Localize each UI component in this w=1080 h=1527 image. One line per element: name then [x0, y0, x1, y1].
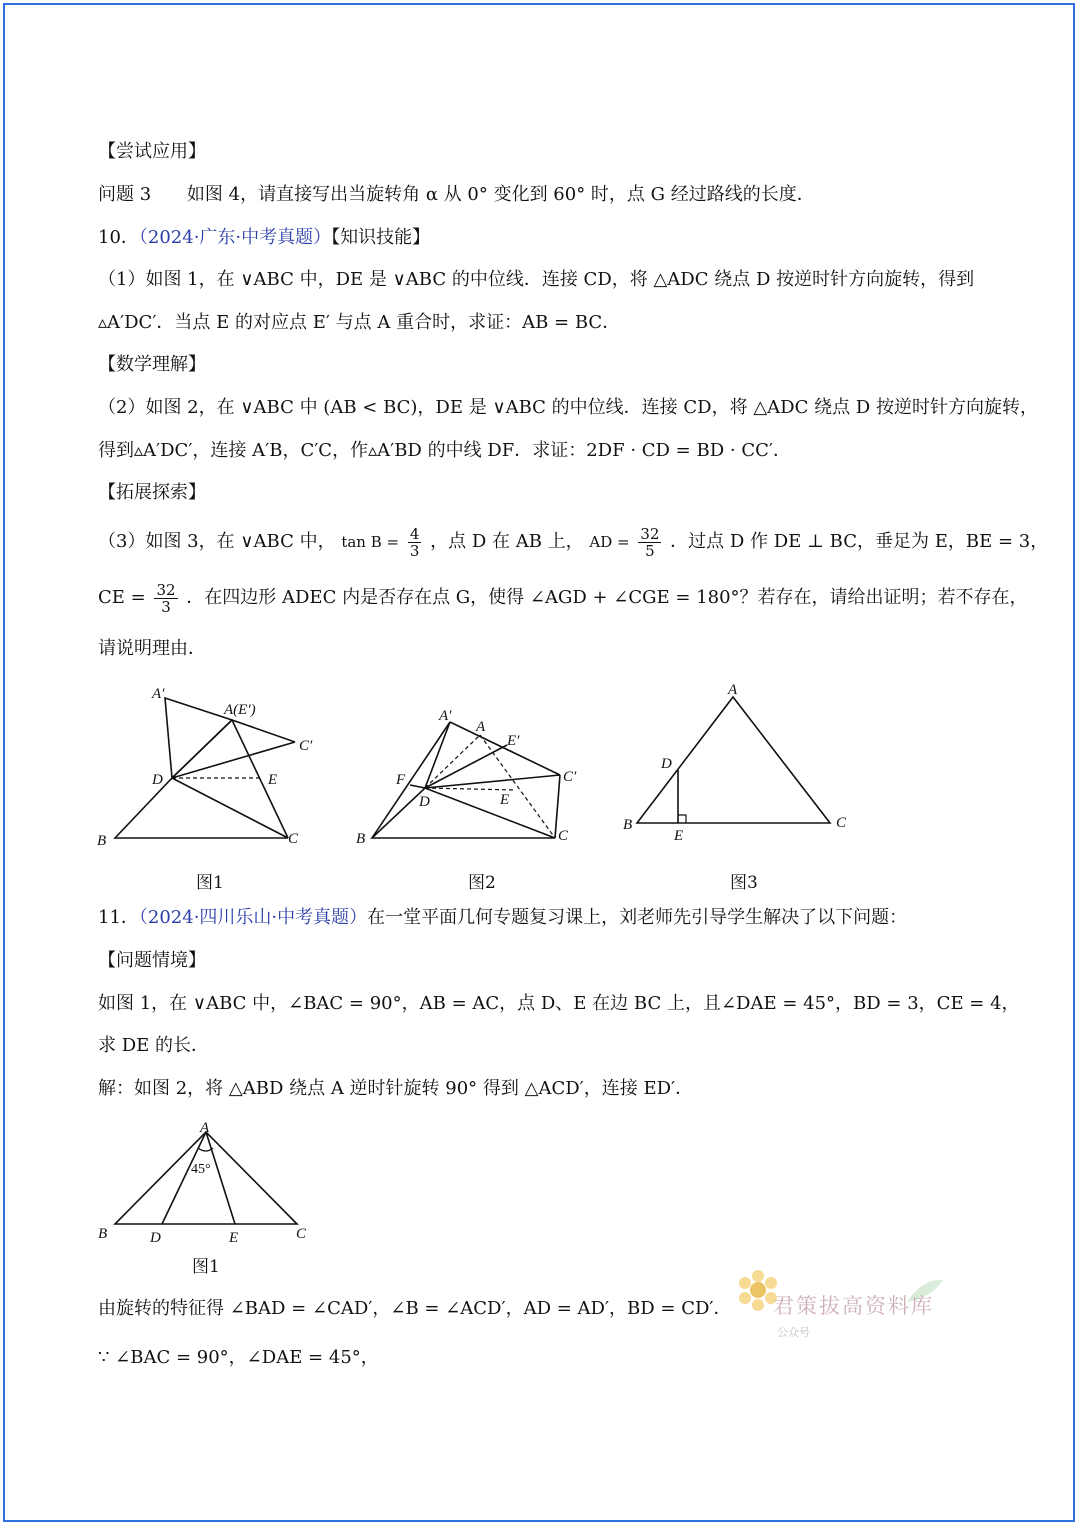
p11-text: 在一堂平面几何专题复习课上，刘老师先引导学生解决了以下问题：: [367, 907, 908, 928]
figure-11-1: [95, 1112, 325, 1252]
f3-label-d: D: [661, 756, 672, 772]
ce-fraction: [154, 582, 177, 615]
f1-label-c: C: [288, 831, 299, 847]
p11-source: （2024·四川乐山·中考真题）: [138, 907, 368, 928]
f2-label-a-prime: A′: [439, 708, 452, 724]
watermark-title: 君策拔高资料库: [773, 1294, 934, 1318]
f2-label-c: C: [558, 828, 569, 844]
p11-line-e: ∵ ∠BAC = 90°，∠DAE = 45°，: [98, 1347, 379, 1368]
figure-3: [615, 675, 855, 850]
figure-2-caption: 图2: [468, 873, 496, 893]
p10-3-text-d: ．在四边形 ADEC 内是否存在点 G，使得 ∠AGD + ∠CGE = 180°？若存在，请给出证明；若不存在，: [186, 587, 1028, 608]
p10-source: （2024·广东·中考真题）: [138, 227, 332, 248]
figure-11-caption: 图1: [192, 1257, 220, 1277]
p10-3-text-c: ．过点 D 作 DE ⊥ BC，垂足为 E，BE = 3，: [670, 531, 1049, 552]
tan-numerator: 4: [409, 524, 420, 543]
tan-b-fraction: [408, 526, 422, 559]
p10-3-text-a: （3）如图 3，在 ∨ABC 中，: [98, 531, 336, 552]
f2-label-f: F: [396, 772, 406, 788]
f2-label-c-prime: C′: [563, 769, 577, 785]
p11-line-c: 解：如图 2，将 △ABD 绕点 A 逆时针旋转 90° 得到 △ACD′，连接 ED′．: [98, 1078, 694, 1099]
f2-label-e: E: [500, 792, 510, 808]
f1-label-c-prime: C′: [299, 738, 313, 754]
ad-label: AD =: [589, 533, 630, 551]
situation-heading: 【问题情境】: [98, 950, 206, 971]
figure-1: [92, 680, 332, 855]
p10-tag: 【知识技能】: [331, 227, 431, 248]
watermark: [725, 1262, 955, 1342]
f4-label-a: A: [200, 1120, 210, 1136]
f2-label-d: D: [419, 794, 430, 810]
f1-label-a-prime: A′: [152, 686, 165, 702]
watermark-sub: 公众号: [777, 1326, 810, 1339]
f4-label-e: E: [229, 1230, 239, 1246]
p10-part2-line2: 得到▵A′DC′，连接 A′B，C′C，作▵A′BD 的中线 DF．求证：2DF · CD = BD · CC′．: [98, 440, 791, 461]
p10-3-text-b: ，点 D 在 AB 上，: [430, 531, 584, 552]
f1-label-b: B: [97, 833, 107, 849]
question-3: [98, 183, 815, 207]
p11-number: 11．: [98, 907, 139, 928]
problem-10-header: [98, 226, 430, 250]
p10-part1-line1: （1）如图 1，在 ∨ABC 中，DE 是 ∨ABC 的中位线．连接 CD，将 △ADC 绕点 D 按逆时针方向旋转，得到: [98, 269, 975, 290]
math-understand-heading: 【数学理解】: [98, 354, 206, 375]
f3-label-e: E: [674, 828, 684, 844]
p10-part3-line2: [98, 576, 1028, 620]
ad-fraction: [638, 526, 661, 559]
p10-part2-line1: （2）如图 2，在 ∨ABC 中 (AB < BC)，DE 是 ∨ABC 的中位线．连接 CD，将 △ADC 绕点 D 按逆时针方向旋转，: [98, 397, 1038, 418]
f2-label-e-prime: E′: [507, 733, 520, 749]
f3-label-a: A: [728, 682, 738, 698]
f3-label-b: B: [623, 817, 633, 833]
p10-part1-line2: ▵A′DC′．当点 E 的对应点 E′ 与点 A 重合时，求证：AB = BC．: [98, 312, 621, 333]
f4-label-d: D: [150, 1230, 161, 1246]
q3-text: 如图 4，请直接写出当旋转角 α 从 0° 变化到 60° 时，点 G 经过路线的长度．: [186, 184, 815, 205]
problem-11-header: [98, 906, 907, 930]
p10-part3-line3: 请说明理由．: [98, 638, 206, 659]
p11-line-d: 由旋转的特征得 ∠BAD = ∠CAD′，∠B = ∠ACD′，AD = AD′，BD = CD′．: [98, 1298, 732, 1319]
ce-label: CE =: [98, 587, 146, 608]
f4-label-b: B: [98, 1226, 108, 1242]
f2-label-b: B: [356, 831, 366, 847]
q3-label: 问题 3: [98, 184, 152, 205]
ce-denominator: 3: [161, 597, 171, 616]
tan-denominator: 3: [409, 541, 420, 560]
p11-line-b: 求 DE 的长．: [98, 1035, 210, 1056]
f1-label-e: E: [268, 772, 278, 788]
figure-1-caption: 图1: [196, 873, 224, 893]
f4-label-c: C: [296, 1226, 307, 1242]
f2-label-a: A: [476, 719, 486, 735]
p10-number: 10．: [98, 227, 139, 248]
figure-2: [352, 700, 592, 855]
f1-label-a-e: A(E′): [224, 702, 256, 718]
ad-denominator: 5: [645, 541, 655, 560]
figure-3-caption: 图3: [730, 873, 758, 893]
extend-heading: 【拓展探索】: [98, 482, 206, 503]
p11-line-a: 如图 1，在 ∨ABC 中，∠BAC = 90°，AB = AC，点 D、E 在边 BC 上，且∠DAE = 45°，BD = 3，CE = 4，: [98, 993, 1020, 1014]
try-apply-heading: 【尝试应用】: [98, 141, 206, 162]
ce-numerator: 32: [156, 580, 176, 599]
ad-numerator: 32: [640, 524, 660, 543]
f1-label-d: D: [152, 772, 163, 788]
p10-part3-line1: [98, 520, 1048, 564]
f4-label-angle: 45°: [191, 1162, 211, 1177]
tan-b-label: tan B =: [341, 533, 400, 551]
f3-label-c: C: [836, 815, 847, 831]
